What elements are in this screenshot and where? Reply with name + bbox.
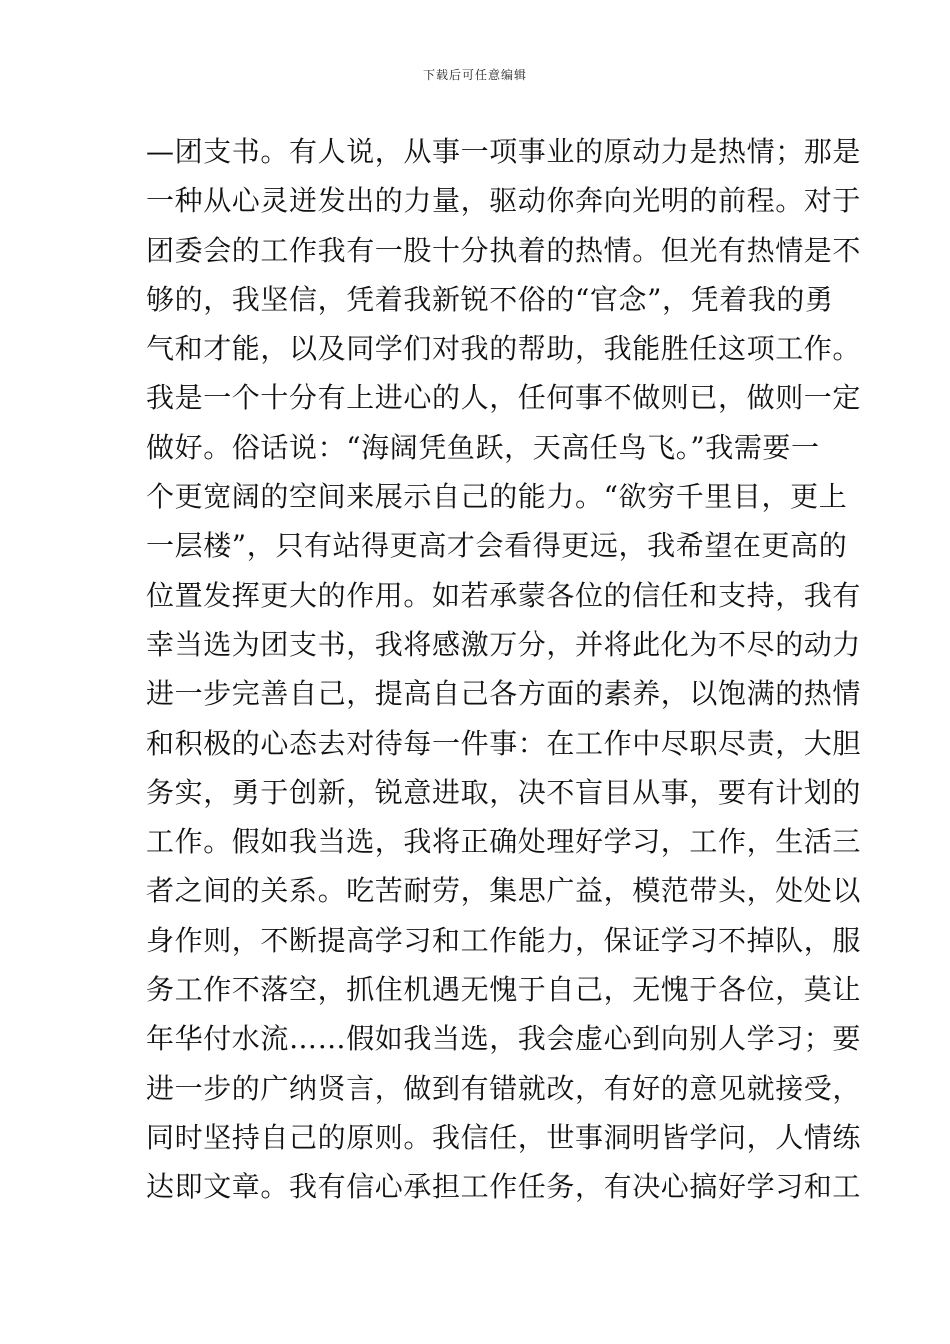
text-line: 和积极的心态去对待每一件事：在工作中尽职尽责，大胆 (146, 726, 862, 760)
text-line: 气和才能，以及同学们对我的帮助，我能胜任这项工作。 (146, 332, 862, 366)
text-line: 我是一个十分有上进心的人，任何事不做则已，做则一定 (146, 381, 862, 415)
text-line: 务实，勇于创新，锐意进取，决不盲目从事，要有计划的 (146, 775, 862, 809)
text-line: 务工作不落空，抓住机遇无愧于自己，无愧于各位，莫让 (146, 973, 862, 1007)
text-line: 同时坚持自己的原则。我信任，世事洞明皆学问，人情练 (146, 1120, 862, 1154)
text-line: 者之间的关系。吃苦耐劳，集思广益，模范带头，处处以 (146, 874, 862, 908)
text-line: 进一步完善自己，提高自己各方面的素养，以饱满的热情 (146, 677, 862, 711)
text-line: 够的，我坚信，凭着我新锐不俗的“官念”，凭着我的勇 (146, 282, 834, 316)
text-line: 一种从心灵迸发出的力量，驱动你奔向光明的前程。对于 (146, 184, 862, 218)
text-line: 身作则，不断提高学习和工作能力，保证学习不掉队，服 (146, 923, 862, 957)
text-line: 位置发挥更大的作用。如若承蒙各位的信任和支持，我有 (146, 578, 862, 612)
page-header: 下载后可任意编辑 (422, 68, 527, 82)
body-paragraph (146, 127, 862, 1212)
text-line: —团支书。有人说，从事一项事业的原动力是热情；那是 (146, 135, 862, 168)
text-line: 个更宽阔的空间来展示自己的能力。“欲穷千里目，更上 (146, 480, 848, 514)
text-line: 一层楼”，只有站得更高才会看得更远，我希望在更高的 (146, 529, 848, 563)
text-line: 幸当选为团支书，我将感激万分，并将此化为不尽的动力 (146, 627, 862, 661)
text-line: 年华付水流……假如我当选，我会虚心到向别人学习；要 (146, 1022, 862, 1056)
text-line: 做好。俗话说：“海阔凭鱼跃，天高任鸟飞。”我需要一 (146, 430, 820, 464)
text-line: 达即文章。我有信心承担工作任务，有决心搞好学习和工 (146, 1170, 862, 1204)
text-line: 进一步的广纳贤言，做到有错就改，有好的意见就接受， (146, 1071, 862, 1105)
text-line: 团委会的工作我有一股十分执着的热情。但光有热情是不 (146, 233, 862, 267)
text-line: 工作。假如我当选，我将正确处理好学习，工作，生活三 (146, 825, 862, 859)
